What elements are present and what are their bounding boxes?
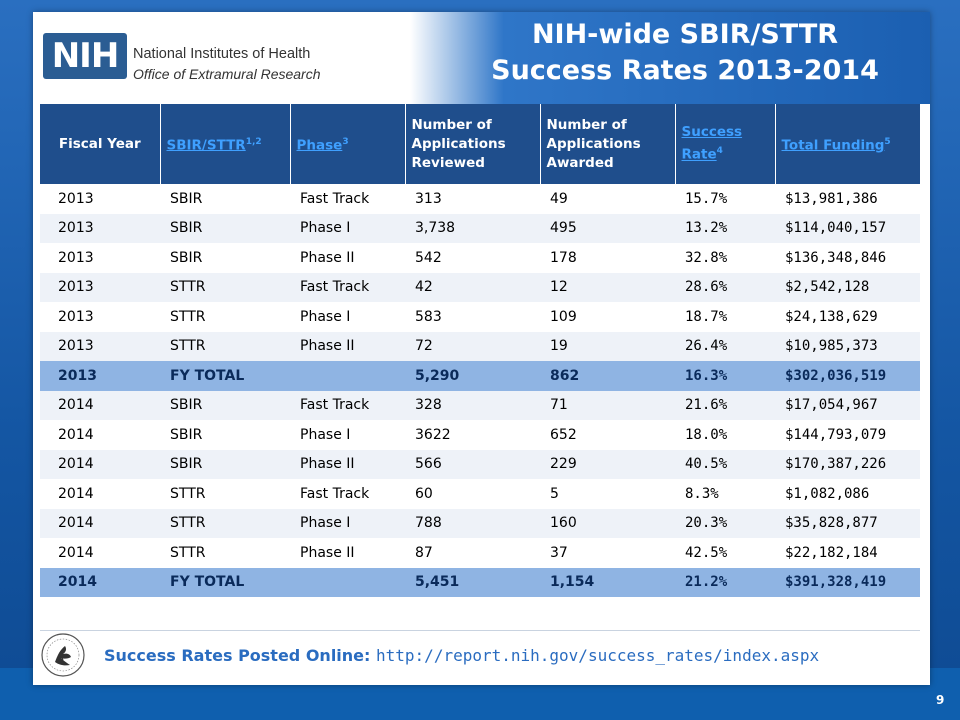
- footnote-marker: 4: [716, 146, 723, 157]
- table-cell-awarded: 1,154: [540, 568, 675, 598]
- table-row: [40, 214, 920, 244]
- table-cell-reviewed: 3622: [415, 426, 451, 443]
- table-cell-phase: Phase I: [290, 509, 405, 539]
- table-cell-funding: $170,387,226: [775, 450, 920, 480]
- table-cell-program: SBIR: [170, 249, 203, 266]
- table-cell-reviewed: 42: [405, 273, 540, 303]
- table-cell-phase: Phase II: [300, 544, 355, 561]
- table-cell-reviewed: 788: [405, 509, 540, 539]
- column-header-label[interactable]: Phase: [296, 137, 343, 154]
- table-cell-awarded: 160: [540, 509, 675, 539]
- table-cell-reviewed: 72: [405, 332, 540, 362]
- table-row: [40, 450, 920, 480]
- table-cell-phase: Phase II: [290, 332, 405, 362]
- table-cell-rate: 21.6%: [675, 391, 775, 421]
- page-title: [440, 17, 930, 89]
- table-cell-program: SBIR: [160, 391, 290, 421]
- table-cell-awarded: 109: [550, 308, 577, 325]
- logo-text: NIH: [51, 36, 119, 76]
- table-cell-phase: Fast Track: [300, 485, 370, 502]
- table-cell-funding: $13,981,386: [785, 190, 878, 207]
- column-header: [40, 104, 160, 184]
- table-cell-phase: [290, 361, 405, 391]
- table-cell-funding: $302,036,519: [775, 361, 920, 391]
- footnote-marker: 1,2: [245, 136, 262, 147]
- title-line-1: NIH-wide SBIR/STTR: [531, 19, 839, 50]
- title-line-2: Success Rates 2013-2014: [491, 55, 879, 86]
- table-row: [40, 273, 920, 303]
- table-cell-funding: $24,138,629: [785, 308, 878, 325]
- column-header-label[interactable]: SBIR/STTR: [166, 137, 246, 154]
- page-number: 9: [936, 693, 945, 707]
- nih-logo: [43, 33, 127, 79]
- table-cell-phase: Fast Track: [300, 190, 370, 207]
- table-cell-awarded: 229: [540, 450, 675, 480]
- table-cell-year: 2013: [58, 308, 94, 325]
- table-cell-funding: $114,040,157: [775, 214, 920, 244]
- org-name: National Institutes of Health: [133, 46, 311, 62]
- table-cell-year: 2014: [40, 391, 160, 421]
- table-cell-awarded: 49: [550, 190, 568, 207]
- table-cell-awarded: 495: [540, 214, 675, 244]
- table-cell-phase: Phase II: [290, 450, 405, 480]
- table-cell-phase: Phase I: [300, 426, 351, 443]
- table-cell-awarded: 652: [550, 426, 577, 443]
- table-cell-funding: $144,793,079: [785, 426, 887, 443]
- table-cell-rate: 8.3%: [685, 485, 719, 502]
- table-cell-reviewed: 87: [415, 544, 433, 561]
- table-cell-funding: $391,328,419: [775, 568, 920, 598]
- footer-divider: [40, 630, 920, 631]
- table-cell-year: 2014: [58, 485, 94, 502]
- table-cell-rate: 15.7%: [685, 190, 728, 207]
- table-cell-year: 2013: [58, 249, 94, 266]
- table-total-row: [40, 361, 920, 391]
- table-cell-year: 2013: [40, 361, 160, 391]
- column-header[interactable]: [290, 104, 405, 184]
- table-cell-program: STTR: [160, 273, 290, 303]
- table-cell-year: 2014: [40, 568, 160, 598]
- table-cell-program: SBIR: [170, 426, 203, 443]
- table-cell-awarded: 178: [550, 249, 577, 266]
- table-cell-rate: 18.7%: [685, 308, 728, 325]
- table-cell-funding: $10,985,373: [775, 332, 920, 362]
- table-cell-rate: 40.5%: [675, 450, 775, 480]
- table-cell-reviewed: 5,290: [405, 361, 540, 391]
- footer-url-link[interactable]: http://report.nih.gov/success_rates/index.aspx: [376, 646, 820, 665]
- table-cell-reviewed: 3,738: [405, 214, 540, 244]
- footnote-marker: 5: [884, 136, 891, 147]
- table-cell-year: 2014: [58, 544, 94, 561]
- column-header-label: Fiscal Year: [58, 135, 141, 152]
- table-cell-year: 2013: [40, 273, 160, 303]
- table-cell-phase: Phase I: [300, 308, 351, 325]
- column-header-label: Number of Applications Reviewed: [411, 116, 506, 171]
- footnote-marker: 3: [342, 136, 349, 147]
- table-cell-year: 2014: [40, 450, 160, 480]
- table-cell-rate: 32.8%: [685, 249, 728, 266]
- table-cell-rate: 21.2%: [675, 568, 775, 598]
- table-row: [40, 332, 920, 362]
- table-cell-reviewed: 583: [415, 308, 442, 325]
- column-header: [540, 104, 675, 184]
- table-cell-rate: 26.4%: [675, 332, 775, 362]
- table-cell-phase: Phase II: [300, 249, 355, 266]
- table-cell-funding: $22,182,184: [785, 544, 878, 561]
- table-cell-awarded: 862: [540, 361, 675, 391]
- table-row: [40, 538, 920, 568]
- column-header-label[interactable]: Total Funding: [781, 137, 885, 154]
- table-cell-phase: Fast Track: [290, 273, 405, 303]
- table-cell-rate: 16.3%: [675, 361, 775, 391]
- table-row: [40, 420, 920, 450]
- table-row: [40, 302, 920, 332]
- column-header-label[interactable]: Success Rate: [681, 124, 743, 163]
- table-row: [40, 243, 920, 273]
- table-cell-program: STTR: [170, 544, 206, 561]
- table-cell-program: STTR: [160, 509, 290, 539]
- table-cell-phase: Phase I: [290, 214, 405, 244]
- footer-label: Success Rates Posted Online:: [104, 646, 371, 665]
- table-cell-rate: 42.5%: [685, 544, 728, 561]
- table-cell-rate: 18.0%: [685, 426, 728, 443]
- table-cell-program: FY TOTAL: [160, 361, 290, 391]
- table-cell-awarded: 12: [540, 273, 675, 303]
- table-cell-awarded: 71: [540, 391, 675, 421]
- column-header-label: Number of Applications Awarded: [546, 116, 641, 171]
- column-header[interactable]: [775, 104, 920, 184]
- table-cell-reviewed: 328: [405, 391, 540, 421]
- table-cell-funding: $136,348,846: [785, 249, 887, 266]
- column-header: [405, 104, 540, 184]
- column-header[interactable]: [675, 104, 775, 184]
- table-cell-reviewed: 60: [415, 485, 433, 502]
- table-cell-program: SBIR: [170, 190, 203, 207]
- table-cell-funding: $35,828,877: [775, 509, 920, 539]
- table-cell-year: 2013: [58, 190, 94, 207]
- table-cell-rate: 20.3%: [675, 509, 775, 539]
- table-cell-year: 2014: [58, 426, 94, 443]
- table-cell-rate: 28.6%: [675, 273, 775, 303]
- table-row: [40, 391, 920, 421]
- table-body: [40, 184, 920, 597]
- table-cell-awarded: 37: [550, 544, 568, 561]
- footer-note: [104, 646, 819, 665]
- table-cell-funding: $1,082,086: [785, 485, 870, 502]
- table-cell-funding: $2,542,128: [775, 273, 920, 303]
- table-cell-year: 2013: [40, 214, 160, 244]
- table-cell-reviewed: 566: [405, 450, 540, 480]
- column-header[interactable]: [160, 104, 290, 184]
- success-rates-table: [40, 104, 921, 597]
- hhs-seal-icon: [40, 632, 86, 678]
- table-cell-reviewed: 5,451: [405, 568, 540, 598]
- table-header-row: [40, 104, 920, 184]
- table-cell-phase: Fast Track: [290, 391, 405, 421]
- table-cell-funding: $17,054,967: [775, 391, 920, 421]
- table-cell-phase: [290, 568, 405, 598]
- table-cell-program: SBIR: [160, 450, 290, 480]
- table-cell-program: STTR: [170, 485, 206, 502]
- table-cell-reviewed: 542: [415, 249, 442, 266]
- table-cell-year: 2014: [40, 509, 160, 539]
- table-row: [40, 479, 920, 509]
- table-cell-awarded: 19: [540, 332, 675, 362]
- table-cell-reviewed: 313: [415, 190, 442, 207]
- table-row: [40, 184, 920, 214]
- table-cell-year: 2013: [40, 332, 160, 362]
- org-subtitle: Office of Extramural Research: [133, 66, 321, 82]
- table-cell-program: SBIR: [160, 214, 290, 244]
- table-cell-program: STTR: [170, 308, 206, 325]
- table-cell-awarded: 5: [550, 485, 559, 502]
- table-cell-program: FY TOTAL: [160, 568, 290, 598]
- table-cell-rate: 13.2%: [675, 214, 775, 244]
- table-row: [40, 509, 920, 539]
- table-total-row: [40, 568, 920, 598]
- table-cell-program: STTR: [160, 332, 290, 362]
